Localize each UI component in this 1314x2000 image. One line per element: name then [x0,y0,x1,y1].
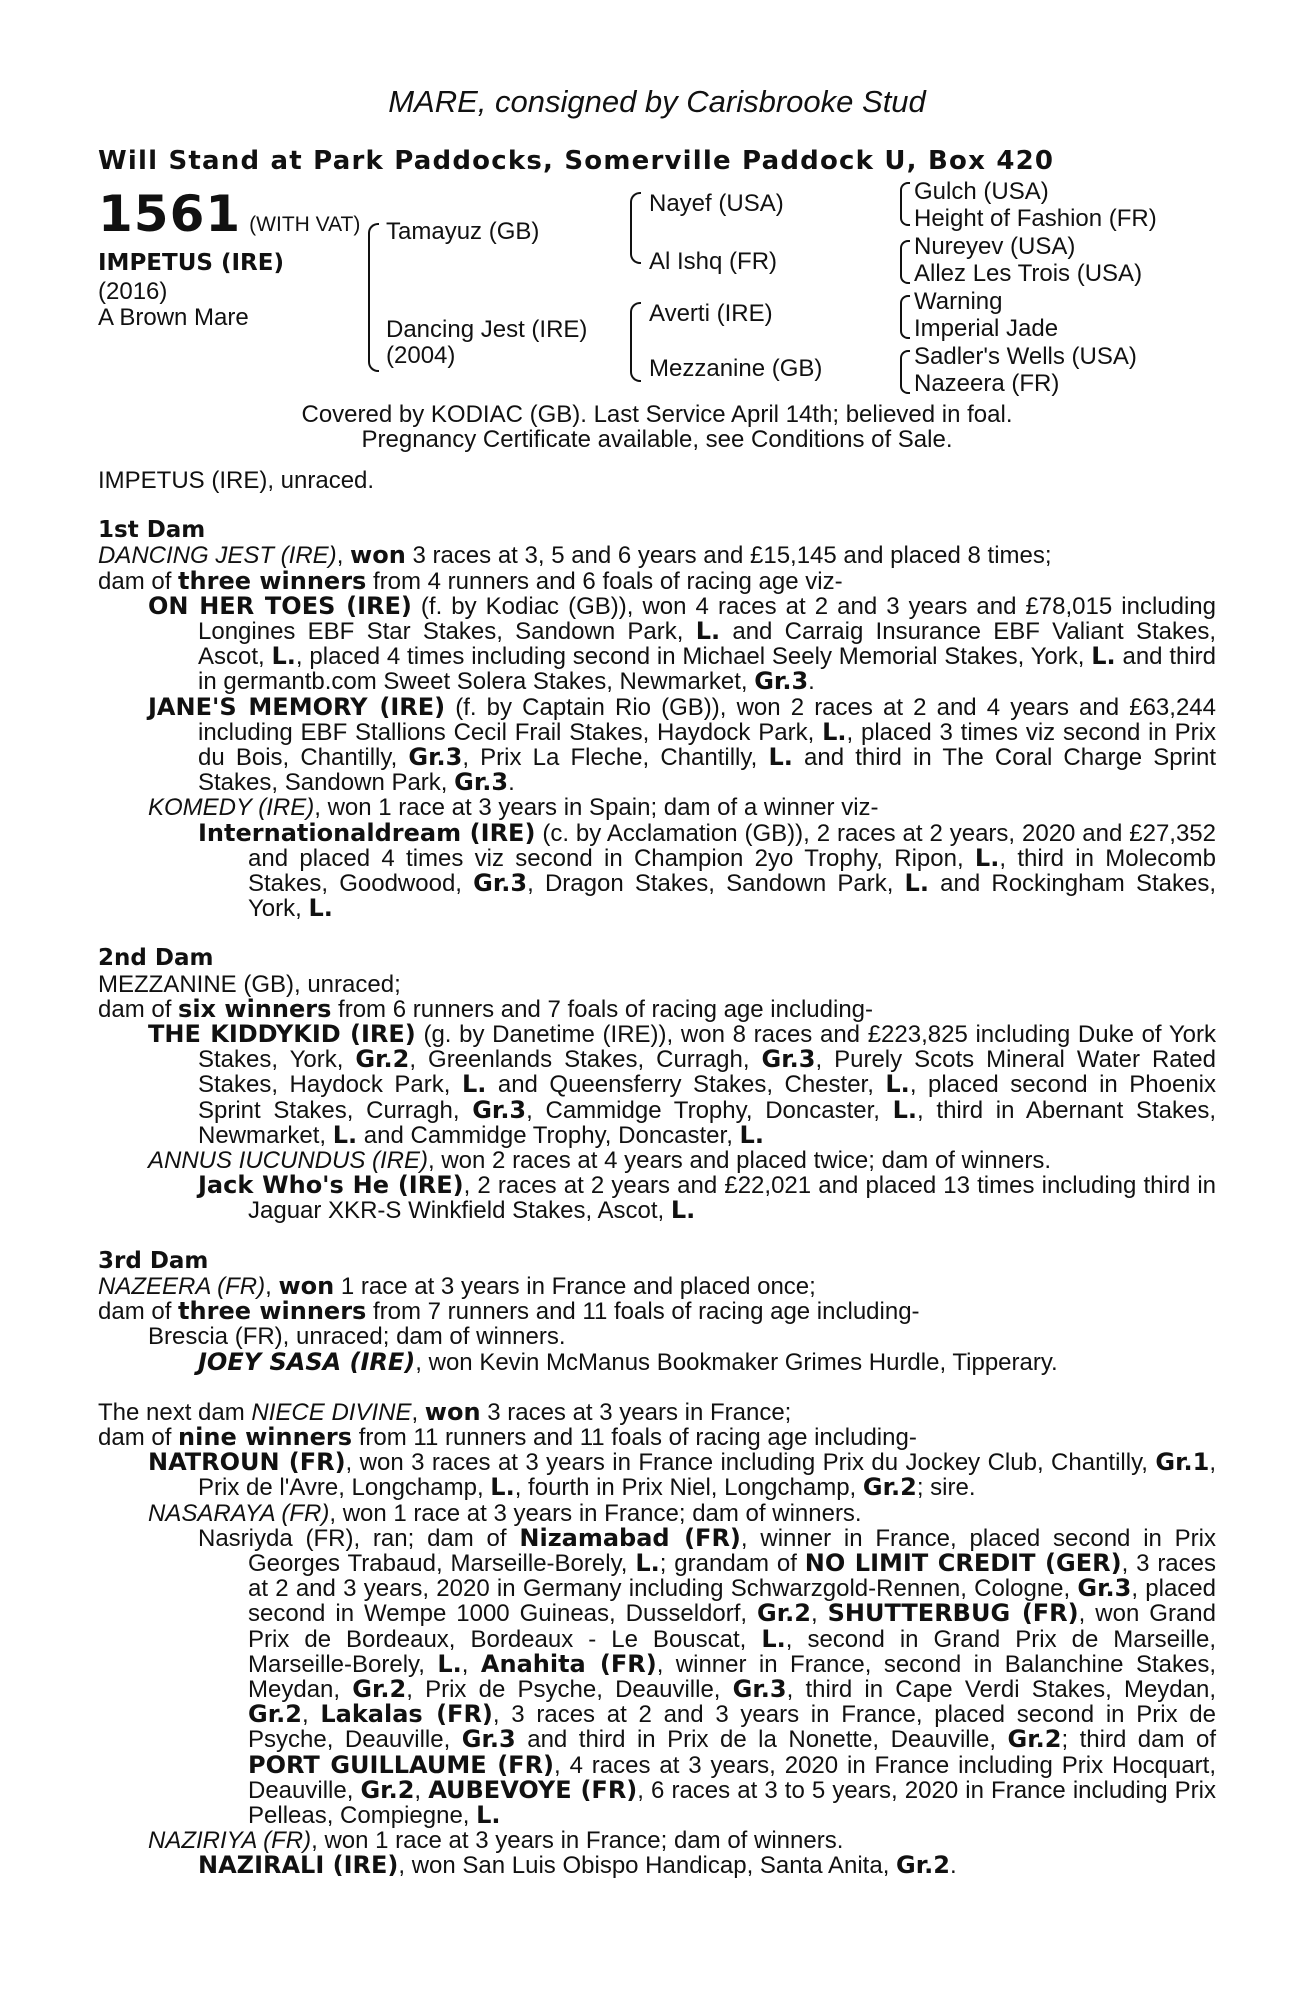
pedigree-dam-sire: Averti (IRE) [649,300,773,327]
brace-sire-dam [368,223,379,372]
vat-label: (WITH VAT) [249,213,361,236]
brace-ss [900,182,910,226]
first-dam-produce: dam of three winners from 4 runners and 6 foals of racing age viz- [98,566,843,595]
pedigree-sire-dam: Al Ishq (FR) [649,248,778,275]
brace-sd [900,240,910,284]
next-dam-entry-2: NASARAYA (FR), won 1 race at 3 years in France; dam of winners. [148,1499,862,1527]
brace-dam-parents [630,302,641,382]
pedigree-sss: Gulch (USA) [914,178,1049,205]
third-dam-intro: NAZEERA (FR), won 1 race at 3 years in France and placed once; [98,1271,816,1300]
pedigree-ddd: Nazeera (FR) [914,370,1060,397]
pedigree-dss: Warning [914,288,1003,315]
second-dam-entry-3: Jack Who's He (IRE), 2 races at 2 years and £22,021 and placed 13 times including third in Jaguar XKR-S Winkfield Stakes, Ascot, L. [198,1171,1216,1225]
next-dam-produce: dam of nine winners from 11 runners and 11 foals of racing age including- [98,1422,917,1451]
consignor-line: MARE, consigned by Carisbrooke Stud [388,84,926,119]
brace-sire-parents [630,192,641,264]
horse-name: IMPETUS (IRE) [98,250,284,276]
brace-dd [900,350,910,394]
pedigree-notes [98,468,1216,1879]
pedigree-dam: Dancing Jest (IRE) [386,316,588,343]
first-dam-entry-3: KOMEDY (IRE), won 1 race at 3 years in Spain; dam of a winner viz- [148,794,879,822]
second-dam-intro: MEZZANINE (GB), unraced; [98,970,401,998]
lot-header [98,185,360,243]
third-dam-heading: 3rd Dam [98,1247,209,1274]
second-dam-produce: dam of six winners from 6 runners and 7 foals of racing age including- [98,994,874,1023]
second-dam-heading: 2nd Dam [98,945,214,972]
horse-description: A Brown Mare [98,304,249,331]
first-dam-entry-1: ON HER TOES (IRE) (f. by Kodiac (GB)), won 4 races at 2 and 3 years and £78,015 including Longines EBF Star Stakes, Sandown Park, L. and Carraig Insurance EBF Valiant Stakes, Ascot, L., placed 4 times including second in Michael Seely Memorial Stakes, York, L. and third in germantb.com Sweet Solera Stakes, Newmarket, Gr.3. [148,591,1217,696]
first-dam-intro: DANCING JEST (IRE), won 3 races at 3, 5 and 6 years and £15,145 and placed 8 times; [98,541,1052,570]
pedigree-dds: Sadler's Wells (USA) [914,343,1137,370]
third-dam-produce: dam of three winners from 7 runners and 11 foals of racing age including- [98,1297,920,1326]
second-dam-entry-2: ANNUS IUCUNDUS (IRE), won 2 races at 4 years and placed twice; dam of winners. [148,1147,1051,1175]
pedigree-sds: Nureyev (USA) [914,233,1076,260]
third-dam-entry-1: Brescia (FR), unraced; dam of winners. [148,1323,566,1351]
second-dam-entry-1: THE KIDDYKID (IRE) (g. by Danetime (IRE)), won 8 races and £223,825 including Duke of York Stakes, York, Gr.2, Greenlands Stakes, Curragh, Gr.3, Purely Scots Mineral Water Rated Stakes, Haydock Park, L. and Queensferry Stakes, Chester, L., placed second in Phoenix Sprint Stakes, Curragh, Gr.3, Cammidge Trophy, Doncaster, L., third in Abernant Stakes, Newmarket, L. and Cammidge Trophy, Doncaster, L. [148,1020,1217,1149]
pregnancy-line: Pregnancy Certificate available, see Conditions of Sale. [361,426,953,453]
brace-ds [900,295,910,339]
pedigree-sdd: Allez Les Trois (USA) [914,260,1143,287]
first-dam-heading: 1st Dam [98,517,206,544]
pedigree-sire: Tamayuz (GB) [386,218,540,245]
first-dam-entry-4: Internationaldream (IRE) (c. by Acclamation (GB)), 2 races at 2 years, 2020 and £27,352 and placed 4 times viz second in Champion 2yo Trophy, Ripon, L., third in Molecomb Stakes, Goodwood, Gr.3, Dragon Stakes, Sandown Park, L. and Rockingham Stakes, York, L. [198,818,1217,923]
next-dam-entry-5: NAZIRALI (IRE), won San Luis Obispo Handicap, Santa Anita, Gr.2. [198,1851,957,1880]
lot-number: 1561 [98,185,242,243]
pedigree-dam-year: (2004) [386,342,456,369]
covering-line: Covered by KODIAC (GB). Last Service April 14th; believed in foal. [301,401,1013,428]
location-line: Will Stand at Park Paddocks, Somerville Paddock U, Box 420 [98,146,1055,176]
pedigree-dam-dam: Mezzanine (GB) [649,355,823,382]
pedigree-ssd: Height of Fashion (FR) [914,205,1157,232]
pedigree-sire-sire: Nayef (USA) [649,190,784,217]
racing-record: IMPETUS (IRE), unraced. [98,467,375,494]
next-dam-entry-1: NATROUN (FR), won 3 races at 3 years in France including Prix du Jockey Club, Chantilly, Gr.1, Prix de l'Avre, Longchamp, L., fourth in Prix Niel, Longchamp, Gr.2; sire. [148,1448,1216,1502]
next-dam-entry-3: Nasriyda (FR), ran; dam of Nizamabad (FR), winner in France, placed second in Prix Georges Trabaud, Marseille-Borely, L.; grandam of NO LIMIT CREDIT (GER), 3 races at 2 and 3 years, 2020 in Germany including Schwarzgold-Rennen, Cologne, Gr.3, placed second in Wempe 1000 Guineas, Dusseldorf, Gr.2, SHUTTERBUG (FR), won Grand Prix de Bordeaux, Bordeaux - Le Bouscat, L., second in Grand Prix de Marseille, Marseille-Borely, L., Anahita (FR), winner in France, second in Balanchine Stakes, Meydan, Gr.2, Prix de Psyche, Deauville, Gr.3, third in Cape Verdi Stakes, Meydan, Gr.2, Lakalas (FR), 3 races at 2 and 3 years in France, placed second in Prix de Psyche, Deauville, Gr.3 and third in Prix de la Nonette, Deauville, Gr.2; third dam of PORT GUILLAUME (FR), 4 races at 3 years, 2020 in France including Prix Hocquart, Deauville, Gr.2, AUBEVOYE (FR), 6 races at 3 to 5 years, 2020 in France including Prix Pelleas, Compiegne, L. [198,1523,1217,1829]
third-dam-entry-2: JOEY SASA (IRE), won Kevin McManus Bookmaker Grimes Hurdle, Tipperary. [198,1347,1058,1376]
horse-year: (2016) [98,278,168,305]
next-dam-entry-4: NAZIRIYA (FR), won 1 race at 3 years in France; dam of winners. [148,1827,844,1855]
pedigree-dsd: Imperial Jade [914,315,1059,342]
first-dam-entry-2: JANE'S MEMORY (IRE) (f. by Captain Rio (GB)), won 2 races at 2 and 4 years and £63,244 including EBF Stallions Cecil Frail Stakes, Haydock Park, L., placed 3 times viz second in Prix du Bois, Chantilly, Gr.3, Prix La Fleche, Chantilly, L. and third in The Coral Charge Sprint Stakes, Sandown Park, Gr.3. [148,692,1217,797]
next-dam-intro: The next dam NIECE DIVINE, won 3 races at 3 years in France; [98,1397,792,1426]
